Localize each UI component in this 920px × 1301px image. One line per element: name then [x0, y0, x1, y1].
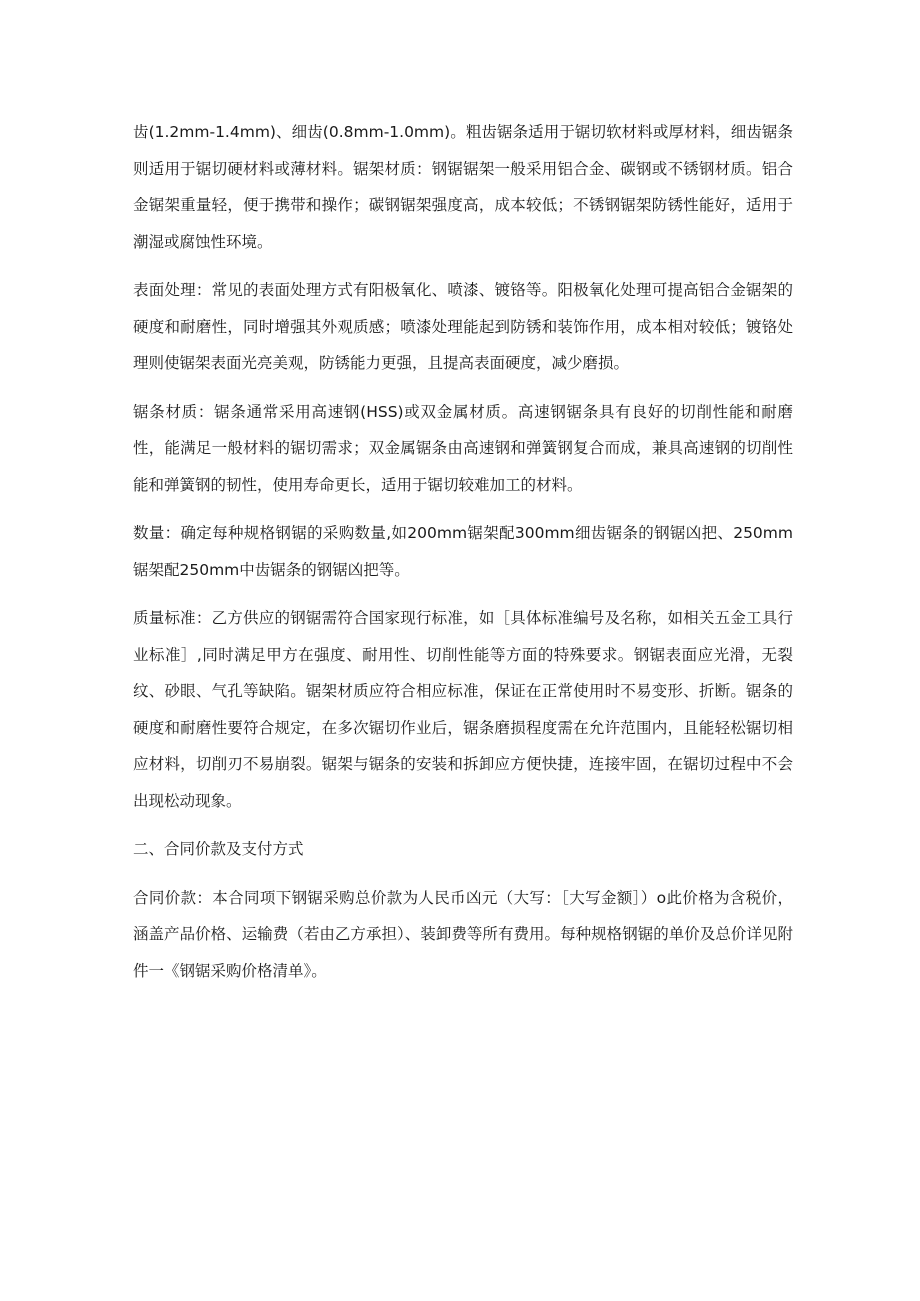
paragraph-contract-price: 合同价款：本合同项下钢锯采购总价款为人民币凶元（大写：［大写金额］）o此价格为含税价，涵盖产品价格、运输费（若由乙方承担）、装卸费等所有费用。每种规格钢锯的单价及总价详见附件一《钢锯采购价格清单》。 [133, 888, 793, 980]
paragraph-quality-standard: 质量标准：乙方供应的钢锯需符合国家现行标准，如［具体标准编号及名称，如相关五金工具行业标准］,同时满足甲方在强度、耐用性、切削性能等方面的特殊要求。钢锯表面应光滑，无裂纹、砂眼、气孔等缺陷。锯架材质应符合相应标准，保证在正常使用时不易变形、折断。锯条的硬度和耐磨性要符合规定，在多次锯切作业后，锯条磨损程度需在允许范围内，且能轻松锯切相应材料，切削刃不易崩裂。锯架与锯条的安装和拆卸应方便快捷，连接牢固，在锯切过程中不会出现松动现象。 [133, 609, 793, 810]
document-page [133, 114, 793, 1001]
paragraph-quantity: 数量：确定每种规格钢锯的采购数量,如200mm锯架配300mm细齿锯条的钢锯凶把、250mm锯架配250mm中齿锯条的钢锯凶把等。 [133, 524, 793, 579]
section-heading: 二、合同价款及支付方式 [133, 840, 304, 858]
paragraph-surface-treatment: 表面处理：常见的表面处理方式有阳极氧化、喷漆、镀铬等。阳极氧化处理可提高铝合金锯架的硬度和耐磨性，同时增强其外观质感；喷漆处理能起到防锈和装饰作用，成本相对较低；镀铬处理则使锯架表面光亮美观，防锈能力更强，且提高表面硬度，减少磨损。 [133, 281, 793, 372]
paragraph-blade-material: 锯条材质：锯条通常采用高速钢(HSS)或双金属材质。高速钢锯条具有良好的切削性能和耐磨性，能满足一般材料的锯切需求；双金属锯条由高速钢和弹簧钢复合而成，兼具高速钢的切削性能和弹簧钢的韧性，使用寿命更长，适用于锯切较难加工的材料。 [133, 402, 793, 494]
paragraph-saw-blade-teeth-and-frame: 齿(1.2mm-1.4mm)、细齿(0.8mm-1.0mm)。粗齿锯条适用于锯切软材料或厚材料，细齿锯条则适用于锯切硬材料或薄材料。锯架材质：钢锯锯架一般采用铝合金、碳钢或不锈钢材质。铝合金锯架重量轻，便于携带和操作；碳钢锯架强度高，成本较低；不锈钢锯架防锈性能好，适用于潮湿或腐蚀性环境。 [133, 123, 793, 251]
